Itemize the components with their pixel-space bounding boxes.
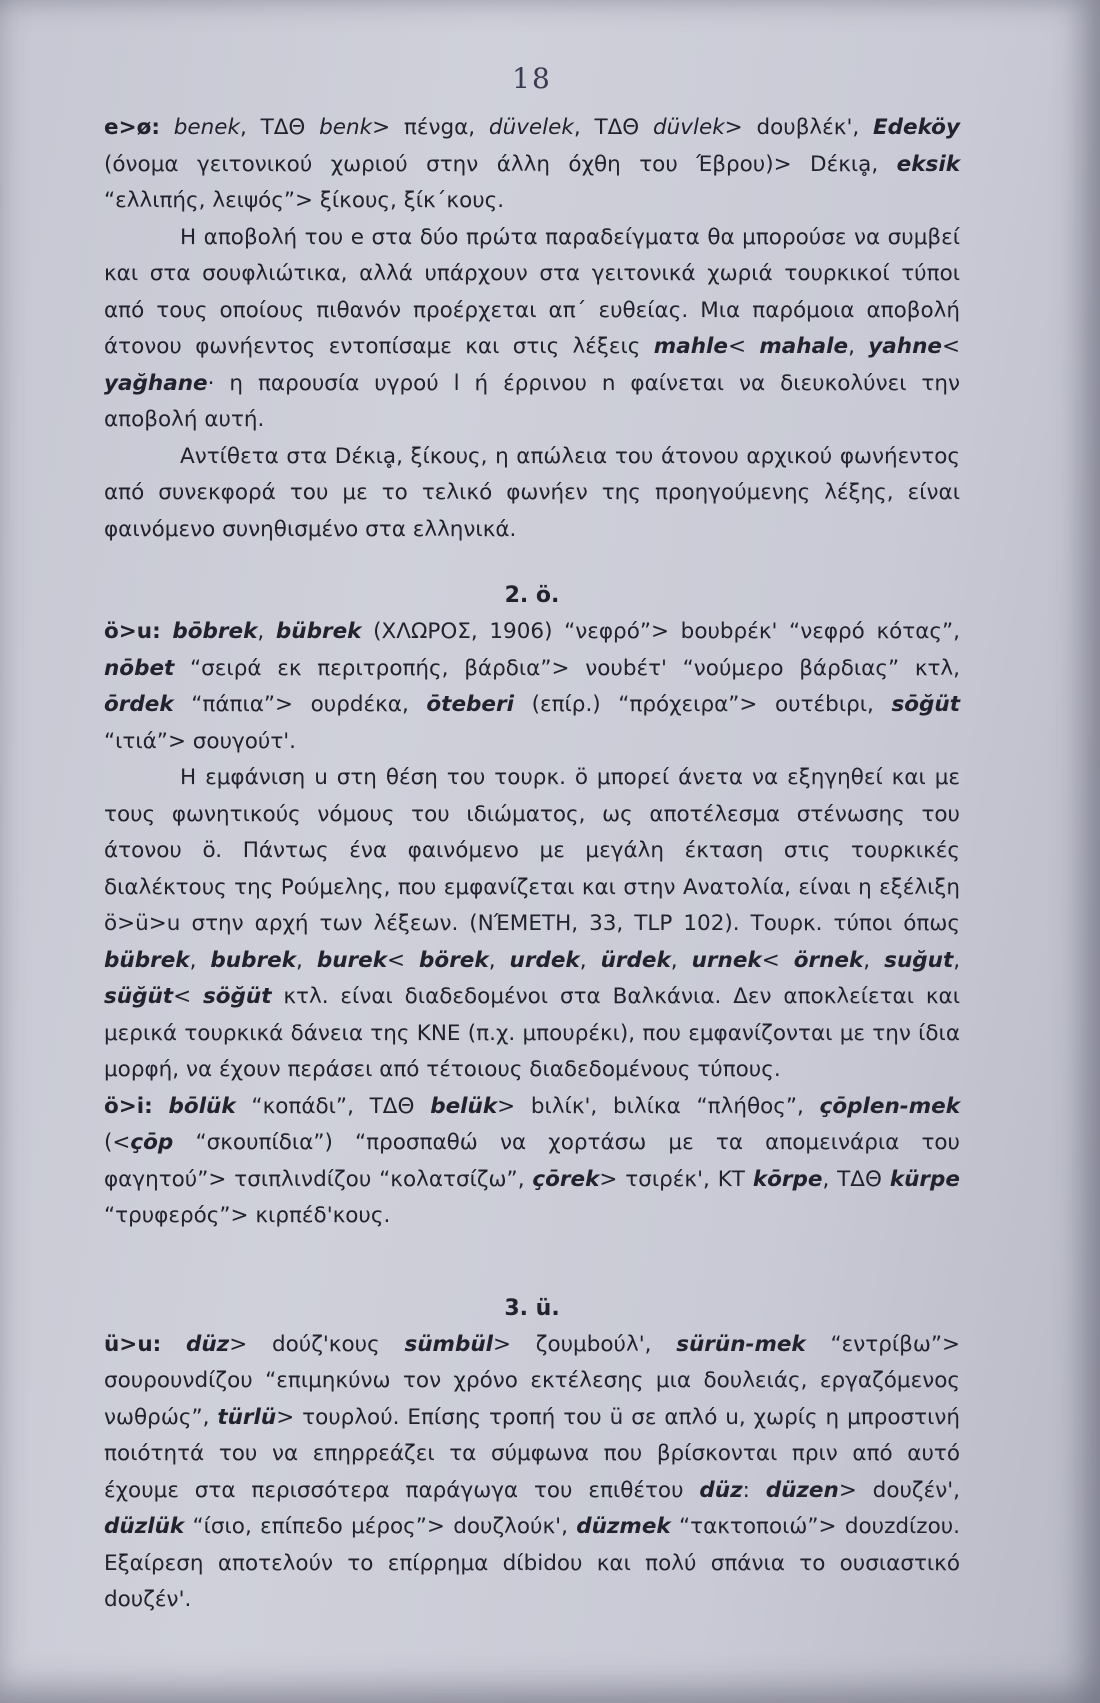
turkish-word: börek [419, 947, 489, 973]
turkish-word: bōlük [168, 1093, 236, 1119]
turkish-word: söğüt [202, 984, 272, 1009]
paragraph-o-explanation [104, 760, 960, 1089]
text-run: Η εμφάνιση u στη θέση του τουρκ. ö μπορεί άνετα να εξηγηθεί και με τους φωνητικούς νόμους του ιδιώματος, ως αποτέλεσμα στένωσης του άτονου ö. Πάντως ένα φαινόμενο με μεγάλη έκταση στις τουρκικές διαλέκτους της Ρούμελης, που εμφανίζεται και στην Ανατολία, είναι η εξέλιξη ö>ü>u στην αρχή των λέξεων. (ΝΈΜΕΤΗ, 33, TLP 102). Τουρκ. τύποι όπως [104, 765, 960, 936]
turkish-word: ōrdek [104, 692, 174, 717]
text-run: > ζουμbούλ', [493, 1331, 677, 1357]
text-run: , [189, 947, 211, 973]
text-run: < [727, 334, 760, 359]
paragraph-e-loss-explanation [104, 220, 960, 439]
text-run: “σειρά εκ περιτροπής, βάρδια”> νουbέτ' “νούμερο βάρδιας” κτλ, [174, 655, 960, 681]
turkish-word: belük [430, 1093, 498, 1119]
entry-lead: ü>u: [104, 1331, 162, 1357]
turkish-word: bōbrek [172, 619, 258, 644]
page-number: 18 [512, 62, 552, 95]
text-run: (όνομα γειτονικού χωριού στην άλλη όχθη του Έβρου)> Dέκιḁ, [104, 151, 897, 177]
text-run: , ΤΔΘ [822, 1166, 890, 1192]
text-run: , [579, 947, 601, 973]
turkish-word: türlü [217, 1404, 277, 1430]
text-run: Η αποβολή του e στα δύο πρώτα παραδείγματα θα μπορούσε να συμβεί και στα σουφλιώτικα, αλλά υπάρχουν στα γειτονικά χωριά τουρκικοί τύποι από τους οποίους πιθανόν προέρχεται απ΄ ευθείας. Μια παρόμοια αποβολή άτονου φωνήεντος εντοπίσαμε και στις λέξεις [104, 224, 960, 359]
text-run: , [670, 947, 692, 973]
text-run: “ίσιο, επίπεδο μέρος”> dουζλούκ', [184, 1514, 577, 1539]
text-run: · η παρουσία υγρού l ή έρρινου n φαίνεται να διευκολύνει την αποβολή αυτή. [104, 370, 960, 432]
text-run: < [942, 334, 961, 359]
turkish-word: kōrpe [752, 1166, 823, 1192]
turkish-word: yahne [868, 334, 942, 359]
turkish-word: bubrek [210, 947, 296, 973]
text-run: > dούζ'κους [229, 1331, 405, 1357]
turkish-word: sōğüt [891, 692, 960, 717]
turkish-word: çōplen-mek [819, 1093, 960, 1119]
page-content [104, 62, 960, 1619]
turkish-word: sürün-mek [676, 1331, 806, 1357]
text-run: , ΤΔΘ [573, 115, 653, 140]
text-run: “τακτοποιώ”> dουzdίzου. Εξαίρεση αποτελούν το επίρρημα dίbidου και πολύ σπάνια το ουσιαστικό dουζέν'. [104, 1514, 961, 1612]
turkish-word: benek [173, 115, 240, 140]
turkish-word: düvelek [488, 115, 574, 140]
text-run: , [848, 334, 869, 359]
turkish-word: eksik [896, 151, 960, 177]
paragraph-initial-vowel-loss: Αντίθετα στα Dέκιḁ, ξίκους, η απώλεια του άτονου αρχικού φωνήεντος από συνεκφορά του με το τελικό φωνήεν της προηγούμενης λέξης, είναι φαινόμενο συνηθισμένο στα ελληνικά. [104, 443, 960, 542]
turkish-word: ōteberi [426, 692, 514, 717]
text-run: “τρυφερός”> κιρπέδ'κους. [104, 1203, 391, 1228]
turkish-word: suğut [884, 947, 954, 973]
text-run: “πάπια”> ουρdέκα, [173, 692, 427, 717]
text-run: > τουρλού. Επίσης τροπή του ü σε απλό u, χωρίς η μπροστινή ποιότητά του να επηρρεάζει τα σύμφωνα που βρίσκονται πριν από αυτό έχουμε στα περισσότερα παράγωγα του επιθέτου [104, 1404, 960, 1503]
text-run: > dουβλέκ', [724, 115, 873, 140]
text-run: < [387, 947, 420, 973]
turkish-word: düvlek [653, 115, 725, 140]
text-run: (ΧΛΩΡΟΣ, 1906) “νεφρό”> bουbρέκ' “νεφρό κότας”, [361, 619, 960, 644]
text-run: > dουζέν', [838, 1477, 960, 1503]
text-run: : [742, 1477, 766, 1503]
turkish-word: bübrek [275, 619, 362, 644]
entry-lead: ö>i: [104, 1093, 153, 1119]
turkish-word: mahle [653, 334, 728, 359]
text-run: , [488, 947, 510, 973]
text-run: , ΤΔΘ [239, 115, 320, 140]
text-run: > bιλίκ', bιλίκα “πλήθος”, [497, 1093, 820, 1119]
text-run: “ελλιπής, λειψός”> ξίκους, ξίκ΄κους. [104, 188, 505, 213]
turkish-word: düz [185, 1331, 230, 1357]
turkish-word: bübrek [104, 947, 190, 973]
text-run: < [761, 947, 794, 973]
text-run: > πένgα, [372, 115, 489, 140]
turkish-word: urnek [691, 947, 762, 973]
text-run: “εντρίβω”> σουρουνdίζου “επιμηκύνω τον χρόνο εκτέλεσης μια δουλειάς, εργαζόμενος νωθρώς”, [104, 1331, 960, 1430]
text-run: κτλ. είναι διαδεδομένοι στα Βαλκάνια. Δεν αποκλείεται και μερικά τουρκικά δάνεια της ΚΝΕ (π.χ. μπουρέκι), που εμφανίζονται με την ίδια μορφή, να έχουν περάσει από τέτοιους διαδεδομένους τύπους. [104, 984, 960, 1082]
entry-u-umlaut-to-u [104, 1327, 960, 1619]
entry-lead: e>ø: [104, 115, 160, 140]
section-heading-u-umlaut: 3. ü. [504, 1295, 560, 1321]
turkish-word: ürdek [600, 947, 671, 973]
text-run: “σκουπίδια”) “προσπαθώ να χορτάσω με τα απομεινάρια του φαγητού”> τσιπλινdίζου “κολατσίζω”, [104, 1130, 960, 1192]
turkish-word: örnek [793, 947, 864, 973]
text-run: (επίρ.) “πρόχειρα”> ουτέbιρι, [513, 692, 892, 717]
turkish-word: benk [319, 115, 373, 140]
turkish-word: düzlük [104, 1514, 185, 1539]
text-run: “ιτιά”> σουγούτ'. [104, 728, 297, 754]
text-run: , [863, 947, 885, 973]
text-run: < [173, 984, 203, 1009]
entry-o-to-i [104, 1089, 960, 1235]
turkish-word: Edeköy [872, 115, 960, 140]
turkish-word: yağhane [104, 370, 208, 396]
text-run: , [296, 947, 317, 973]
turkish-word: urdek [509, 947, 580, 973]
turkish-word: sümbül [404, 1331, 494, 1357]
turkish-word: nōbet [104, 655, 175, 681]
section-heading-o-umlaut: 2. ö. [504, 583, 560, 608]
text-run: > τσιρέκ', ΚΤ [599, 1166, 753, 1192]
turkish-word: çōp [130, 1130, 174, 1155]
turkish-word: düz [699, 1477, 743, 1503]
text-run: , [953, 947, 961, 973]
turkish-word: kürpe [889, 1166, 960, 1192]
entry-lead: ö>u: [104, 619, 161, 644]
turkish-word: mahale [759, 334, 849, 359]
text-run: “κοπάδι”, ΤΔΘ [235, 1093, 431, 1119]
turkish-word: süğüt [104, 984, 174, 1009]
text-run: (< [104, 1130, 131, 1155]
turkish-word: burek [316, 947, 388, 973]
turkish-word: çōrek [532, 1166, 600, 1192]
entry-e-to-zero [104, 110, 960, 220]
turkish-word: düzmek [576, 1514, 671, 1539]
text-run: , [257, 619, 276, 644]
entry-o-to-u [104, 614, 960, 760]
turkish-word: düzen [765, 1477, 839, 1503]
